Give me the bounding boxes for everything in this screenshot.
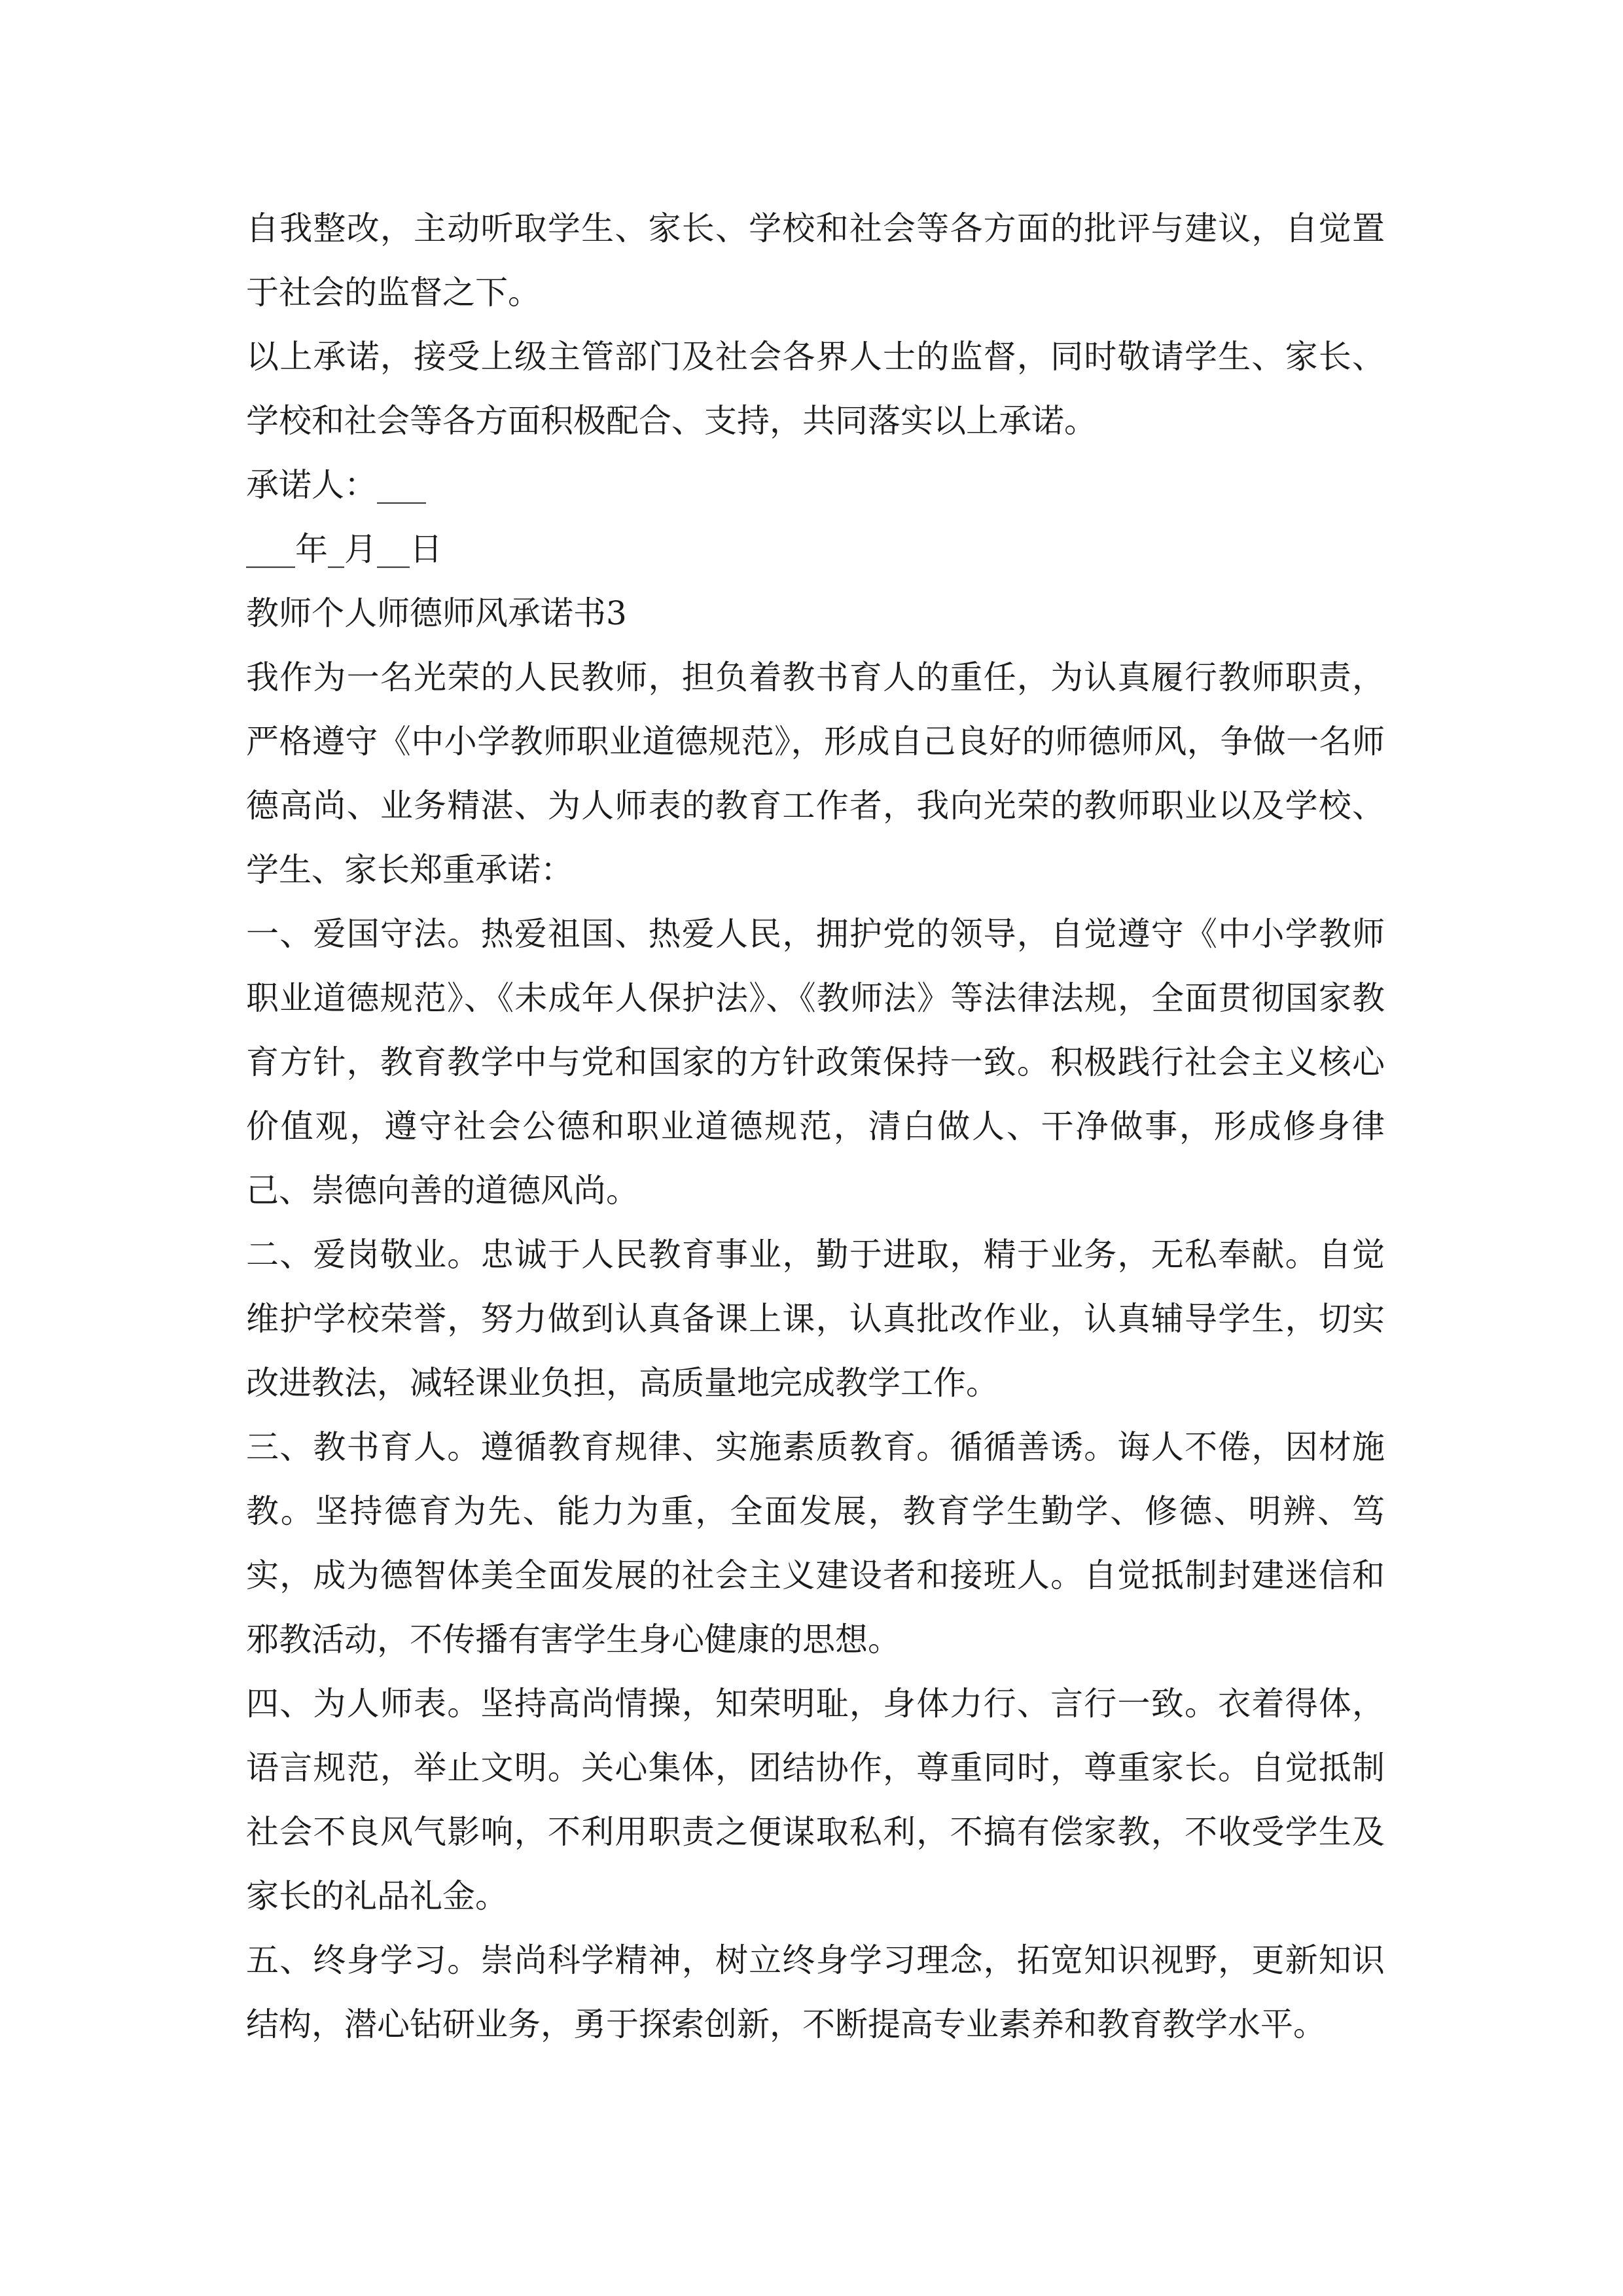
document-title: 教师个人师德师风承诺书3 xyxy=(246,594,627,632)
signer-line: 承诺人：___ xyxy=(246,466,426,504)
paragraph-self-rectification: 自我整改，主动听取学生、家长、学校和社会等各方面的批评与建议，自觉置于社会的监督之下。 xyxy=(246,209,1385,312)
paragraph-patriotism: 一、爱国守法。热爱祖国、热爱人民，拥护党的领导，自觉遵守《中小学教师职业道德规范》、《未成年人保护法》、《教师法》等法律法规，全面贯彻国家教育方针，教育教学中与党和国家的方针政策保持一致。积极践行社会主义核心价值观，遵守社会公德和职业道德规范，清白做人、干净做事，形成修身律己、崇德向善的道德风尚。 xyxy=(246,915,1385,1210)
paragraph-intro: 我作为一名光荣的人民教师，担负着教书育人的重任，为认真履行教师职责，严格遵守《中小学教师职业道德规范》，形成自己良好的师德师风，争做一名师德高尚、业务精湛、为人师表的教育工作者，我向光荣的教师职业以及学校、学生、家长郑重承诺： xyxy=(246,658,1385,889)
date-line: ___年_月__日 xyxy=(246,530,442,568)
paragraph-teaching: 三、教书育人。遵循教育规律、实施素质教育。循循善诱。诲人不倦，因材施教。坚持德育为先、能力为重，全面发展，教育学生勤学、修德、明辨、笃实，成为德智体美全面发展的社会主义建设者和接班人。自觉抵制封建迷信和邪教活动，不传播有害学生身心健康的思想。 xyxy=(246,1428,1385,1659)
paragraph-role-model: 四、为人师表。坚持高尚情操，知荣明耻，身体力行、言行一致。衣着得体，语言规范，举止文明。关心集体，团结协作，尊重同时，尊重家长。自觉抵制社会不良风气影响，不利用职责之便谋取私利，不搞有偿家教，不收受学生及家长的礼品礼金。 xyxy=(246,1685,1385,1915)
document-body xyxy=(246,196,1385,2056)
paragraph-lifelong-learning: 五、终身学习。崇尚科学精神，树立终身学习理念，拓宽知识视野，更新知识结构，潜心钻研业务，勇于探索创新，不断提高专业素养和教育教学水平。 xyxy=(246,1941,1385,2043)
paragraph-dedication: 二、爱岗敬业。忠诚于人民教育事业，勤于进取，精于业务，无私奉献。自觉维护学校荣誉，努力做到认真备课上课，认真批改作业，认真辅导学生，切实改进教法，减轻课业负担，高质量地完成教学工作。 xyxy=(246,1236,1385,1402)
paragraph-supervision: 以上承诺，接受上级主管部门及社会各界人士的监督，同时敬请学生、家长、学校和社会等各方面积极配合、支持，共同落实以上承诺。 xyxy=(246,338,1385,440)
